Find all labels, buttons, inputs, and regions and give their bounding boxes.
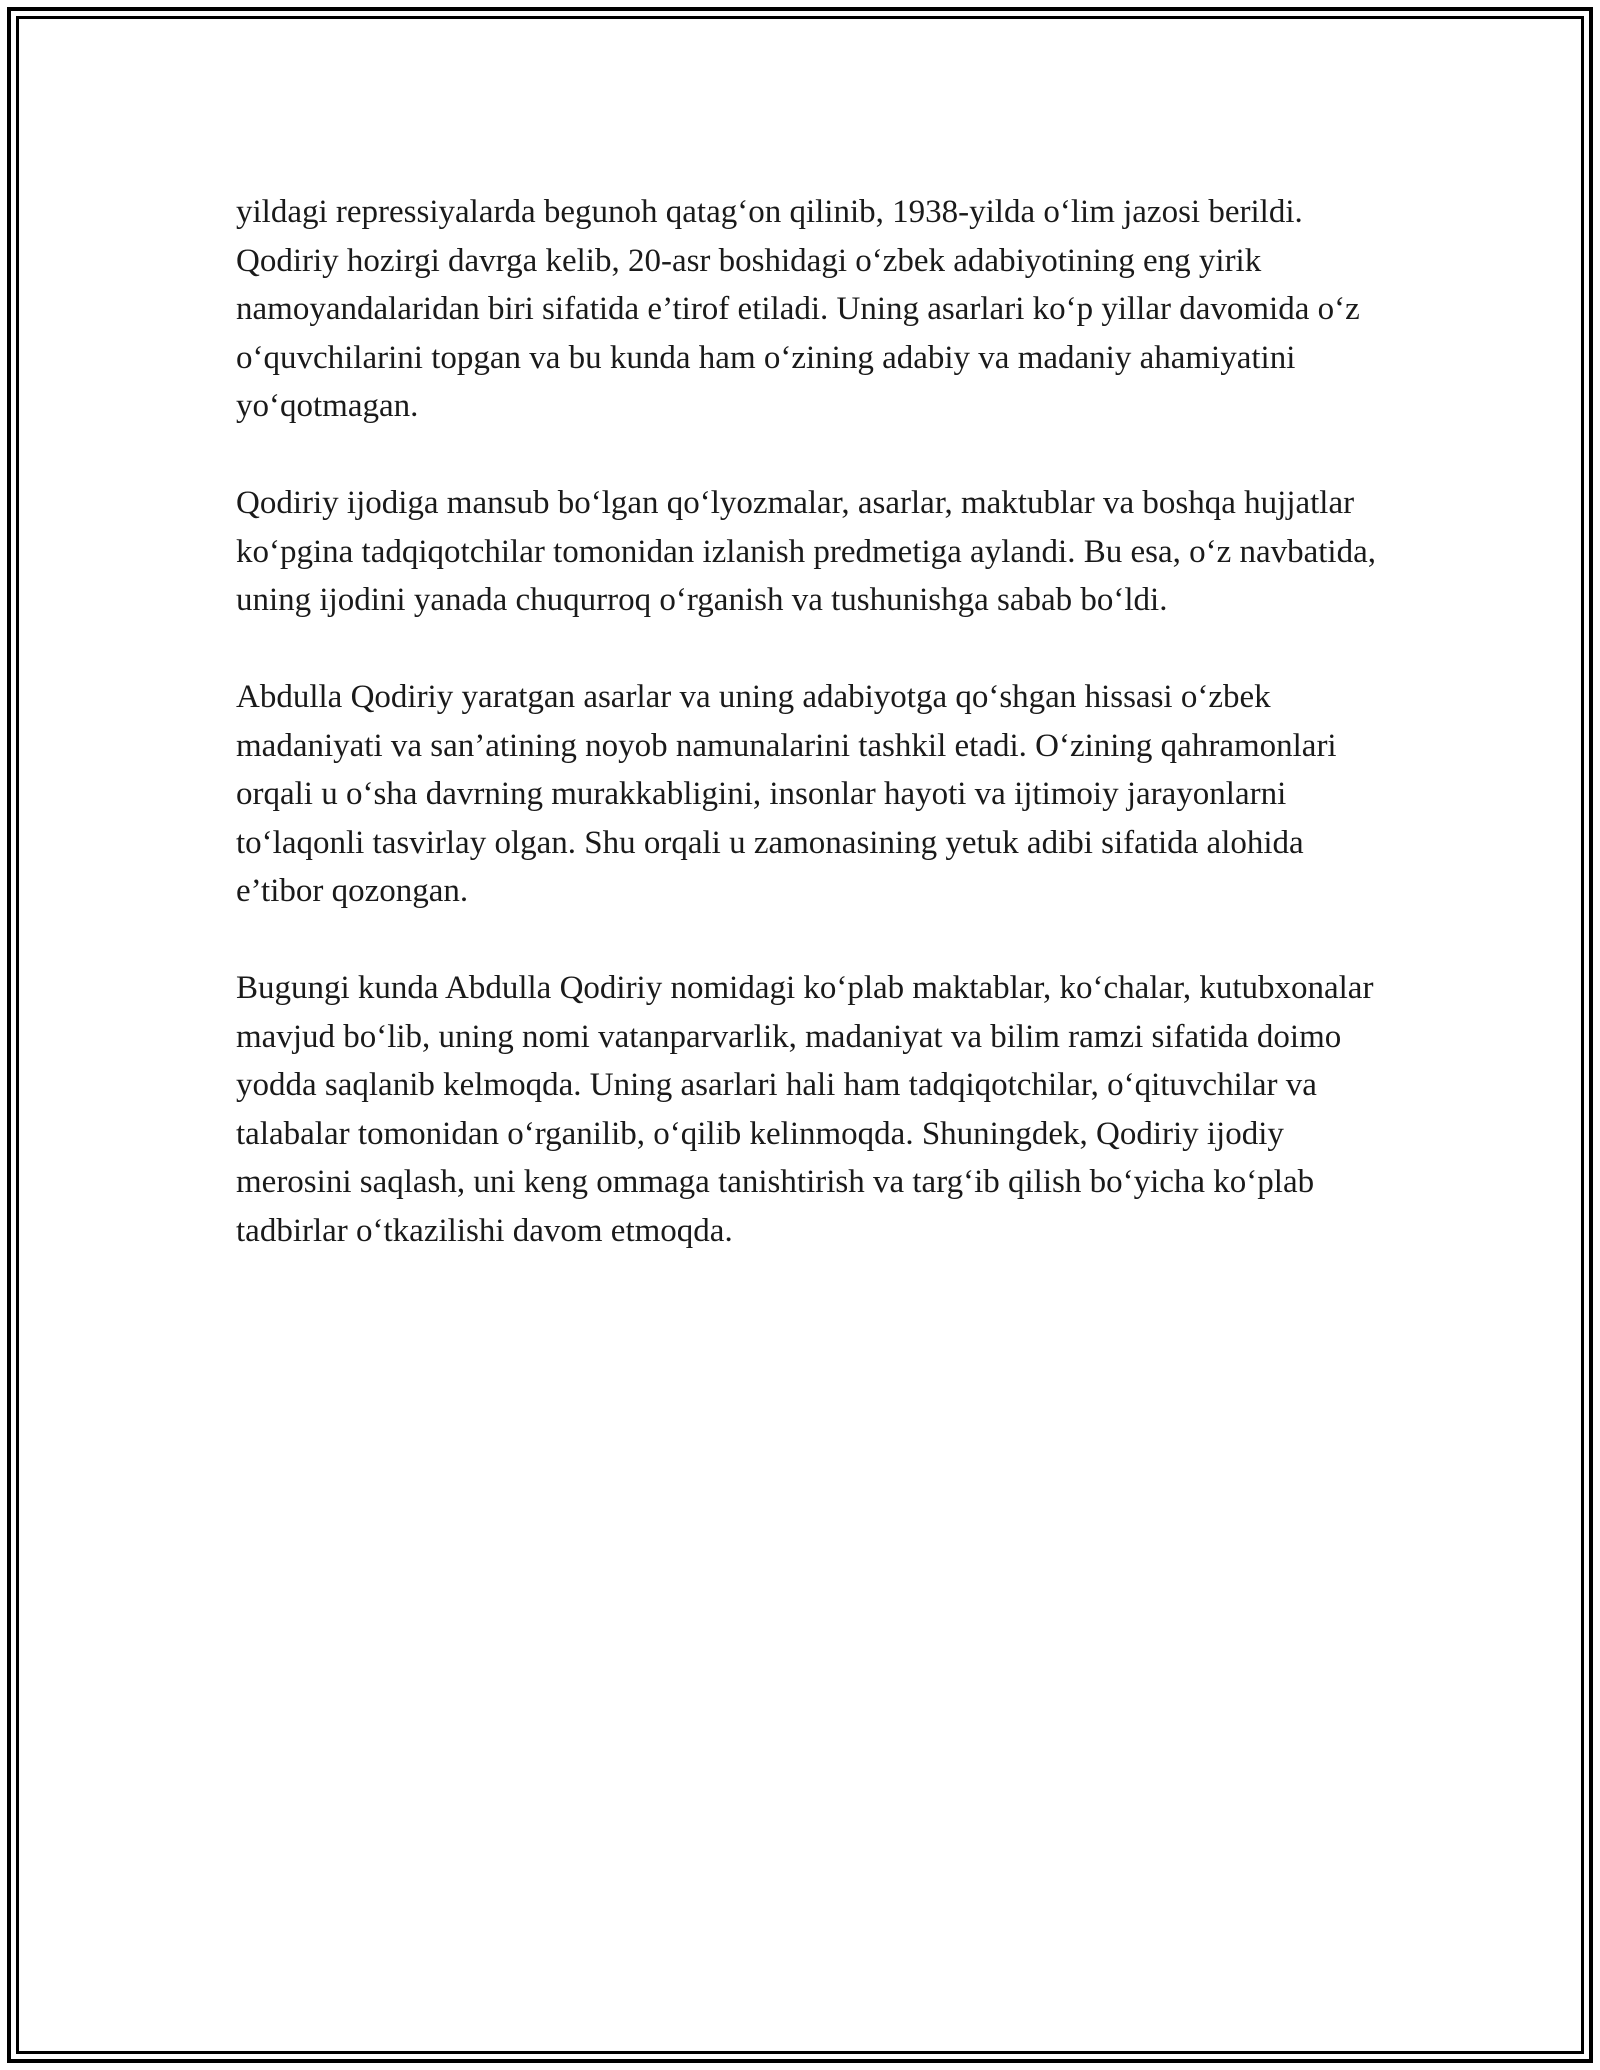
paragraph-1: yildagi repressiyalarda begunoh qatag‘on qilinib, 1938-yilda o‘lim jazosi berildi. Qodiriy hozirgi davrga kelib, 20-asr boshidagi o‘zbek adabiyotining eng yirik namoyandalaridan biri sifatida e’tirof etiladi. Uning asarlari ko‘p yillar davomida o‘z o‘quvchilarini topgan va bu kunda ham o‘zining adabiy va madaniy ahamiyatini yo‘qotmagan. xyxy=(236,194,1360,424)
paragraph-4: Bugungi kunda Abdulla Qodiriy nomidagi ko‘plab maktablar, ko‘chalar, kutubxonalar mavjud bo‘lib, uning nomi vatanparvarlik, madaniyat va bilim ramzi sifatida doimo yodda saqlanib kelmoqda. Uning asarlari hali ham tadqiqotchilar, o‘qituvchilar va talabalar tomonidan o‘rganilib, o‘qilib kelinmoqda. Shuningdek, Qodiriy ijodiy merosini saqlash, uni keng ommaga tanishtirish va targ‘ib qilish bo‘yicha ko‘plab tadbirlar o‘tkazilishi davom etmoqda. xyxy=(236,970,1374,1249)
document-body xyxy=(236,188,1376,1255)
paragraph-3: Abdulla Qodiriy yaratgan asarlar va uning adabiyotga qo‘shgan hissasi o‘zbek madaniyati va san’atining noyob namunalarini tashkil etadi. O‘zining qahramonlari orqali u o‘sha davrning murakkabligini, insonlar hayoti va ijtimoiy jarayonlarni to‘laqonli tasvirlay olgan. Shu orqali u zamonasining yetuk adibi sifatida alohida e’tibor qozongan. xyxy=(236,679,1337,909)
paragraph-2: Qodiriy ijodiga mansub bo‘lgan qo‘lyozmalar, asarlar, maktublar va boshqa hujjatlar ko‘pgina tadqiqotchilar tomonidan izlanish predmetiga aylandi. Bu esa, o‘z navbatida, uning ijodini yanada chuqurroq o‘rganish va tushunishga sabab bo‘ldi. xyxy=(236,485,1376,618)
